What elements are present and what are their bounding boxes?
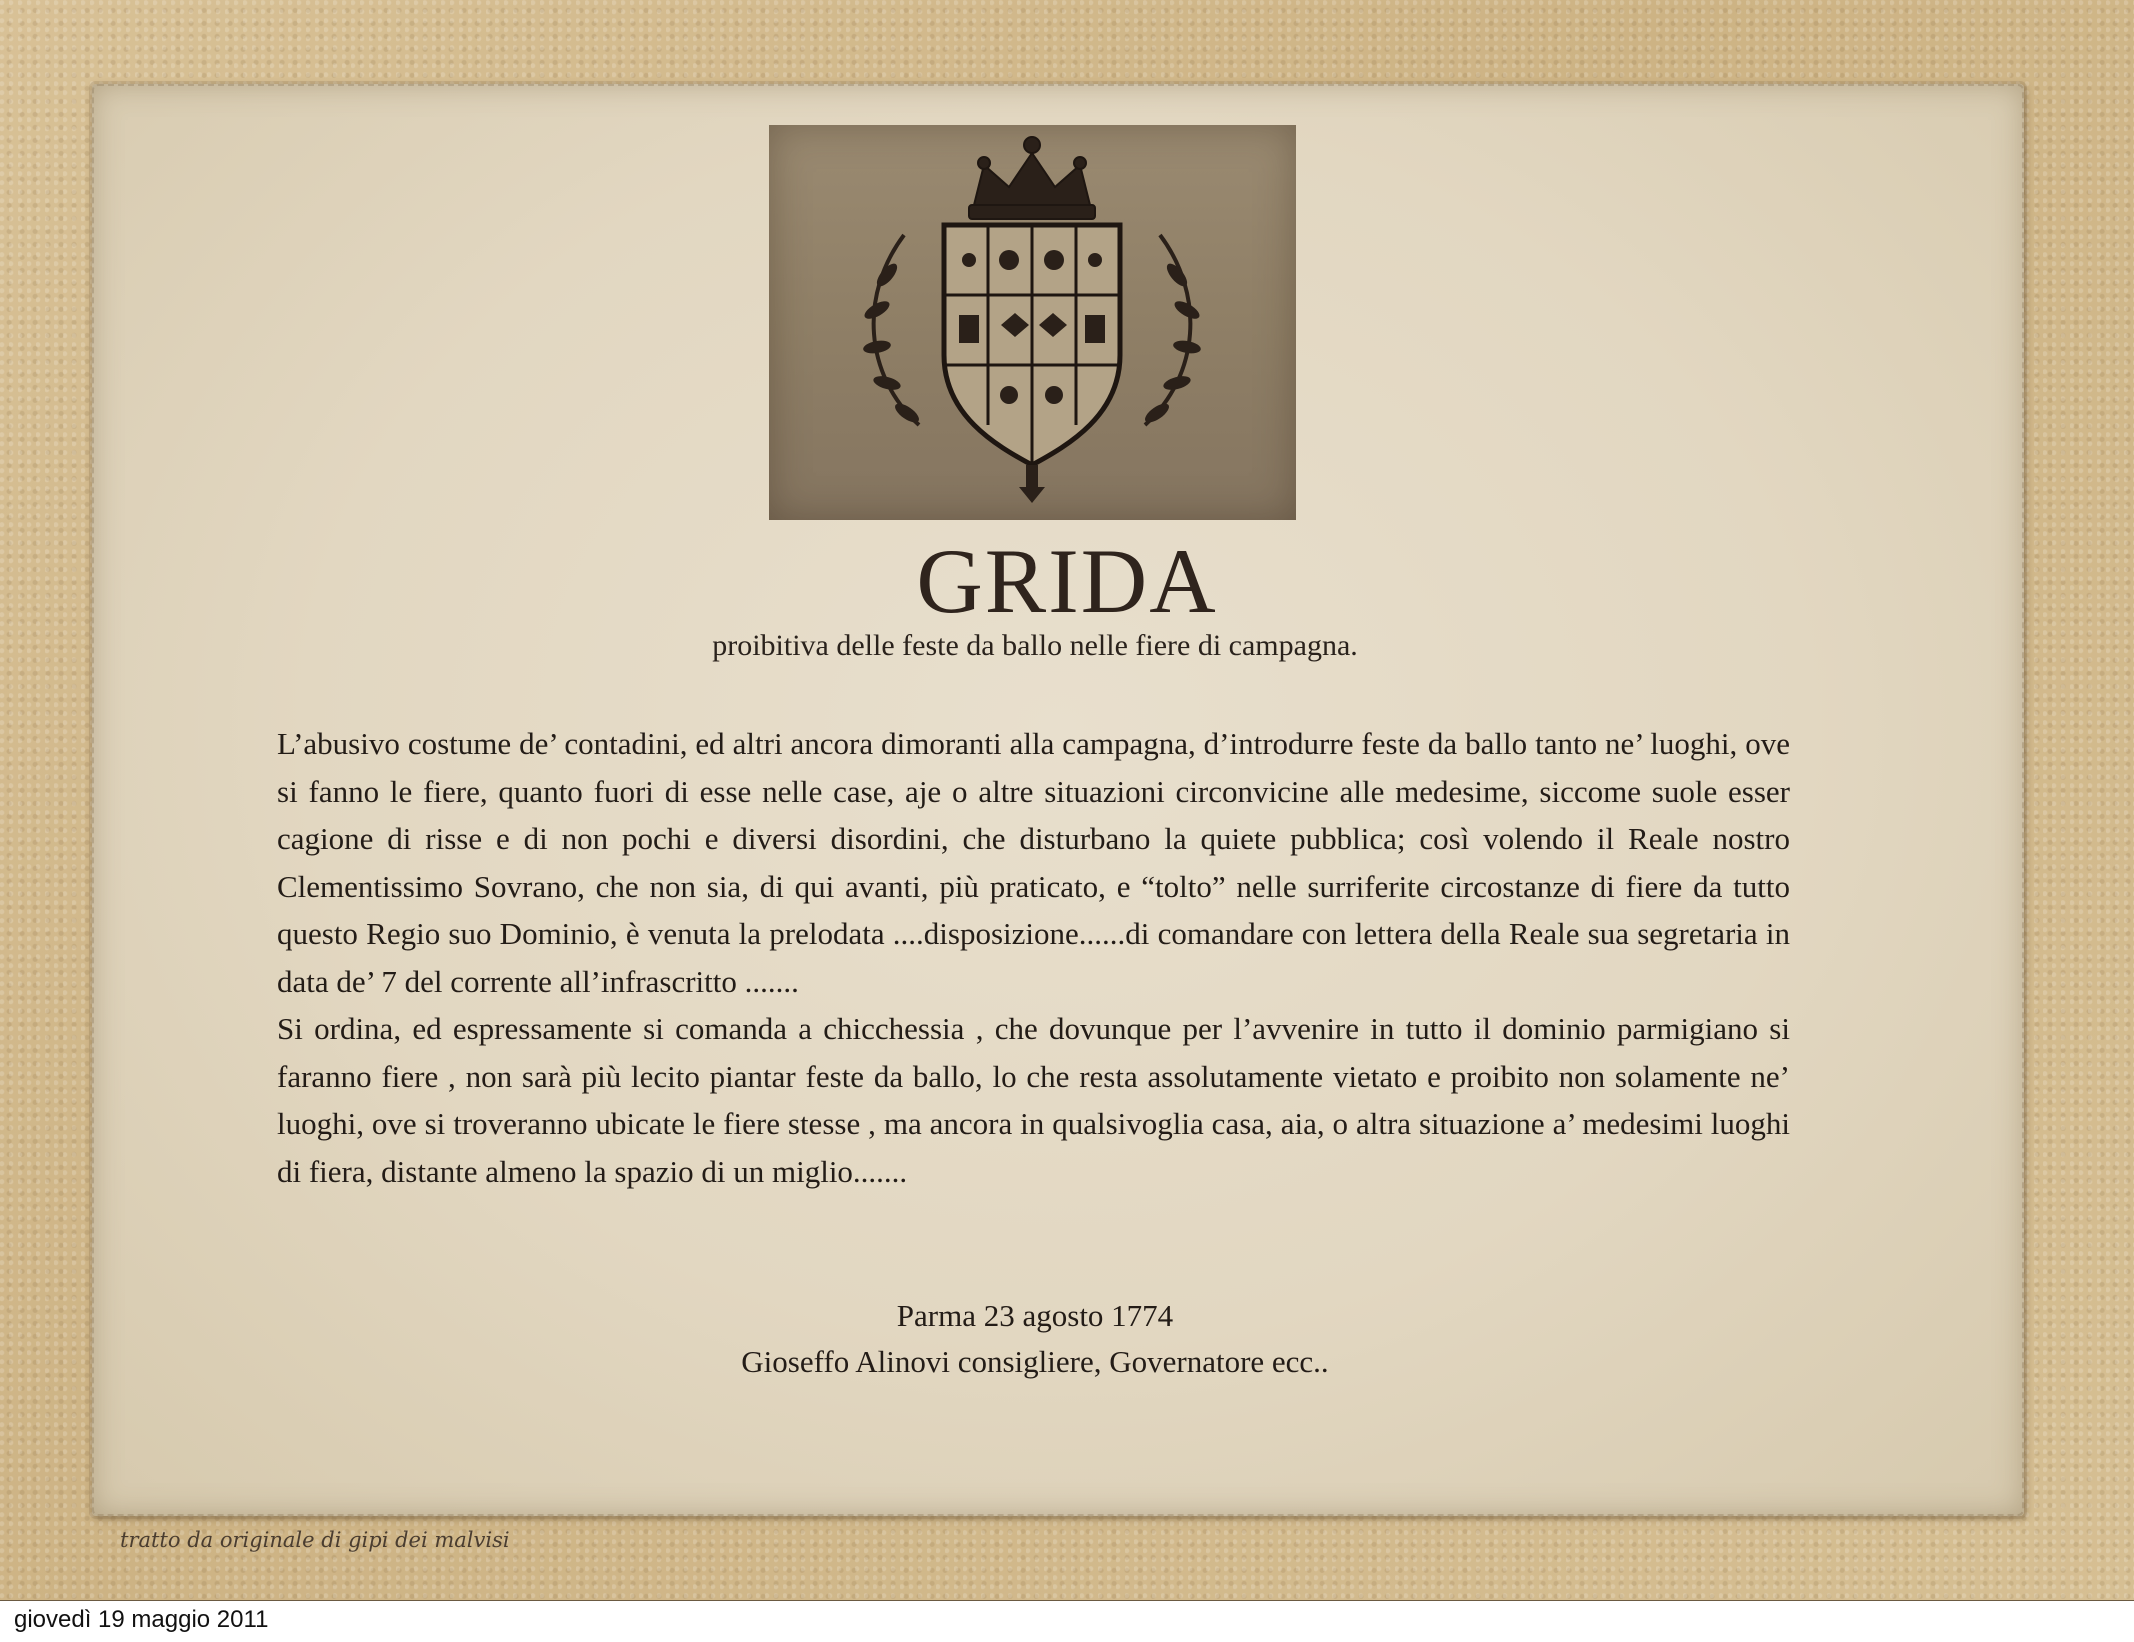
document-body [277, 720, 1790, 1195]
document-subtitle: proibitiva delle feste da ballo nelle fiere di campagna. [712, 629, 1358, 662]
footer-date: giovedì 19 maggio 2011 [14, 1606, 269, 1633]
emblem-image [769, 125, 1296, 520]
paragraph-1: L’abusivo costume de’ contadini, ed altri ancora dimoranti alla campagna, d’introdurre feste da ballo tanto ne’ luoghi, ove si fanno le fiere, quanto fuori di esse nelle case, aje o altre situazioni circonvicine alle medesime, siccome suole esser cagione di risse e di non pochi e diversi disordini, che disturbano la quiete pubblica; così volendo il Reale nostro Clementissimo Sovrano, che non sia, di qui avanti, più praticato, e “tolto” nelle surriferite circostanze di fiere da tutto questo Regio suo Dominio, è venuta la prelodata ....disposizione......di comandare con lettera della Reale sua segretaria in data de’ 7 del corrente all’infrascritto ....... [277, 726, 1790, 999]
place-date: Parma 23 agosto 1774 [896, 1298, 1174, 1333]
paragraph-2: Si ordina, ed espressamente si comanda a chicchessia , che dovunque per l’avvenire in tutto il dominio parmigiano si faranno fiere , non sarà più lecito piantar feste da ballo, lo che resta assolutamente vietato e proibito non solamente ne’ luoghi, ove si troveranno ubicate le fiere stesse , ma ancora in qualsivoglia casa, aia, o altra situazione a’ medesimi luoghi di fiera, distante almeno la spazio di un miglio....... [277, 1011, 1790, 1189]
source-credit: tratto da originale di gipi dei malvisi [120, 1528, 510, 1552]
document-title: GRIDA [916, 530, 1218, 632]
signature: Gioseffo Alinovi consigliere, Governatore ecc.. [741, 1344, 1329, 1379]
coat-of-arms-icon [769, 125, 1296, 520]
